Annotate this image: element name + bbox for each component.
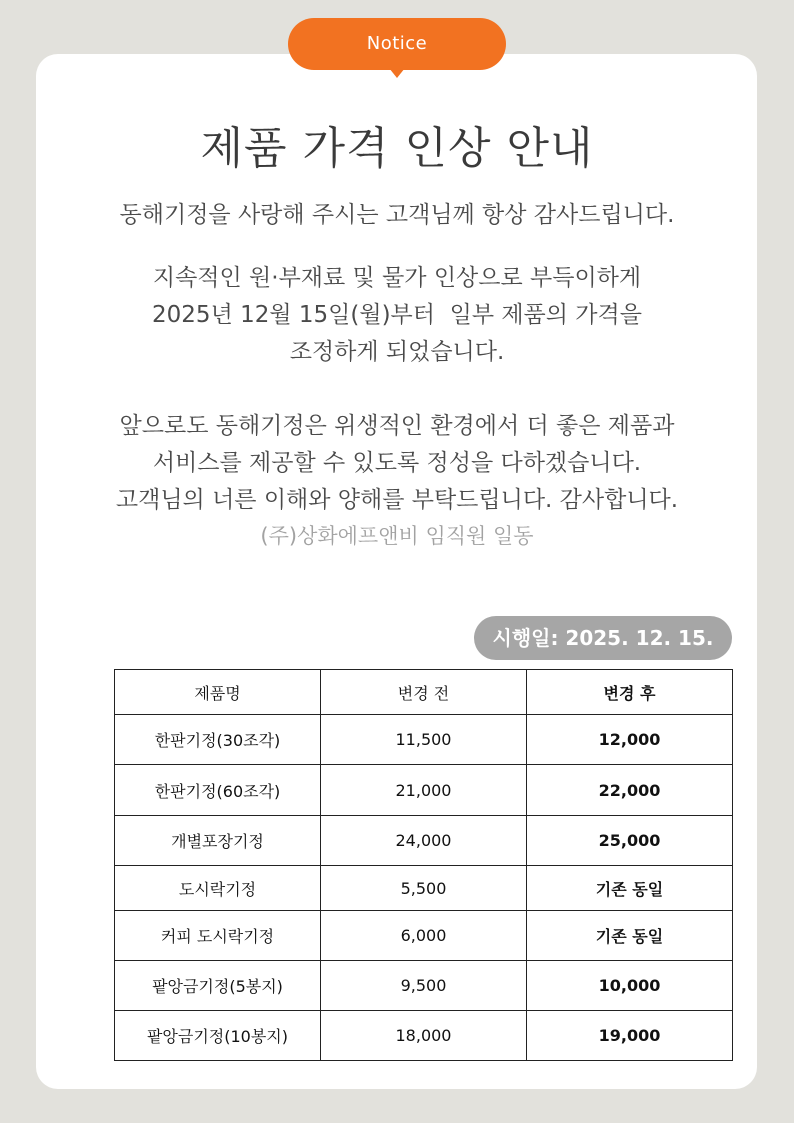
price-after-cell: 10,000	[527, 961, 733, 1011]
product-name-cell: 도시락기정	[115, 866, 321, 911]
price-before-cell: 24,000	[321, 816, 527, 866]
product-name-cell: 한판기정(30조각)	[115, 715, 321, 765]
table-row	[115, 911, 733, 961]
paragraph-line: 지속적인 원·부재료 및 물가 인상으로 부득이하게	[152, 265, 642, 291]
page-title: 제품 가격 인상 안내	[200, 123, 594, 174]
notice-badge: Notice	[288, 18, 506, 70]
effective-date-badge: 시행일: 2025. 12. 15.	[474, 616, 732, 660]
product-name-cell: 팥앙금기정(10봉지)	[115, 1011, 321, 1061]
paragraph-line: 조정하게 되었습니다.	[289, 339, 505, 365]
paragraph-line: 고객님의 너른 이해와 양해를 부탁드립니다. 감사합니다.	[115, 487, 679, 513]
price-after-cell: 12,000	[527, 715, 733, 765]
price-after-cell: 기존 동일	[527, 866, 733, 911]
paragraph-line: 서비스를 제공할 수 있도록 정성을 다하겠습니다.	[152, 450, 642, 476]
table-row	[115, 866, 733, 911]
price-before-cell: 21,000	[321, 765, 527, 816]
product-name-cell: 커피 도시락기정	[115, 911, 321, 961]
notice-badge-tail	[389, 68, 405, 78]
table-row	[115, 961, 733, 1011]
price-before-cell: 18,000	[321, 1011, 527, 1061]
product-name-cell: 팥앙금기정(5봉지)	[115, 961, 321, 1011]
price-before-cell: 11,500	[321, 715, 527, 765]
price-after-cell: 19,000	[527, 1011, 733, 1061]
column-header-before: 변경 전	[321, 670, 527, 715]
paragraph-line: 2025년 12월 15일(월)부터 일부 제품의 가격을	[152, 302, 642, 328]
price-after-cell: 22,000	[527, 765, 733, 816]
price-table	[114, 669, 733, 1061]
signature: (주)상화에프앤비 임직원 일동	[260, 524, 534, 548]
table-row	[115, 1011, 733, 1061]
price-after-cell: 기존 동일	[527, 911, 733, 961]
column-header-after: 변경 후	[527, 670, 733, 715]
table-row	[115, 765, 733, 816]
table-row	[115, 715, 733, 765]
price-after-cell: 25,000	[527, 816, 733, 866]
price-before-cell: 5,500	[321, 866, 527, 911]
column-header-product: 제품명	[115, 670, 321, 715]
price-before-cell: 6,000	[321, 911, 527, 961]
table-header-row	[115, 670, 733, 715]
price-before-cell: 9,500	[321, 961, 527, 1011]
table-row	[115, 816, 733, 866]
announcement-paragraph-1	[60, 260, 734, 371]
paragraph-line: 앞으로도 동해기정은 위생적인 환경에서 더 좋은 제품과	[119, 413, 675, 439]
product-name-cell: 개별포장기정	[115, 816, 321, 866]
product-name-cell: 한판기정(60조각)	[115, 765, 321, 816]
announcement-paragraph-2	[60, 408, 734, 519]
greeting-text: 동해기정을 사랑해 주시는 고객님께 항상 감사드립니다.	[119, 202, 675, 228]
